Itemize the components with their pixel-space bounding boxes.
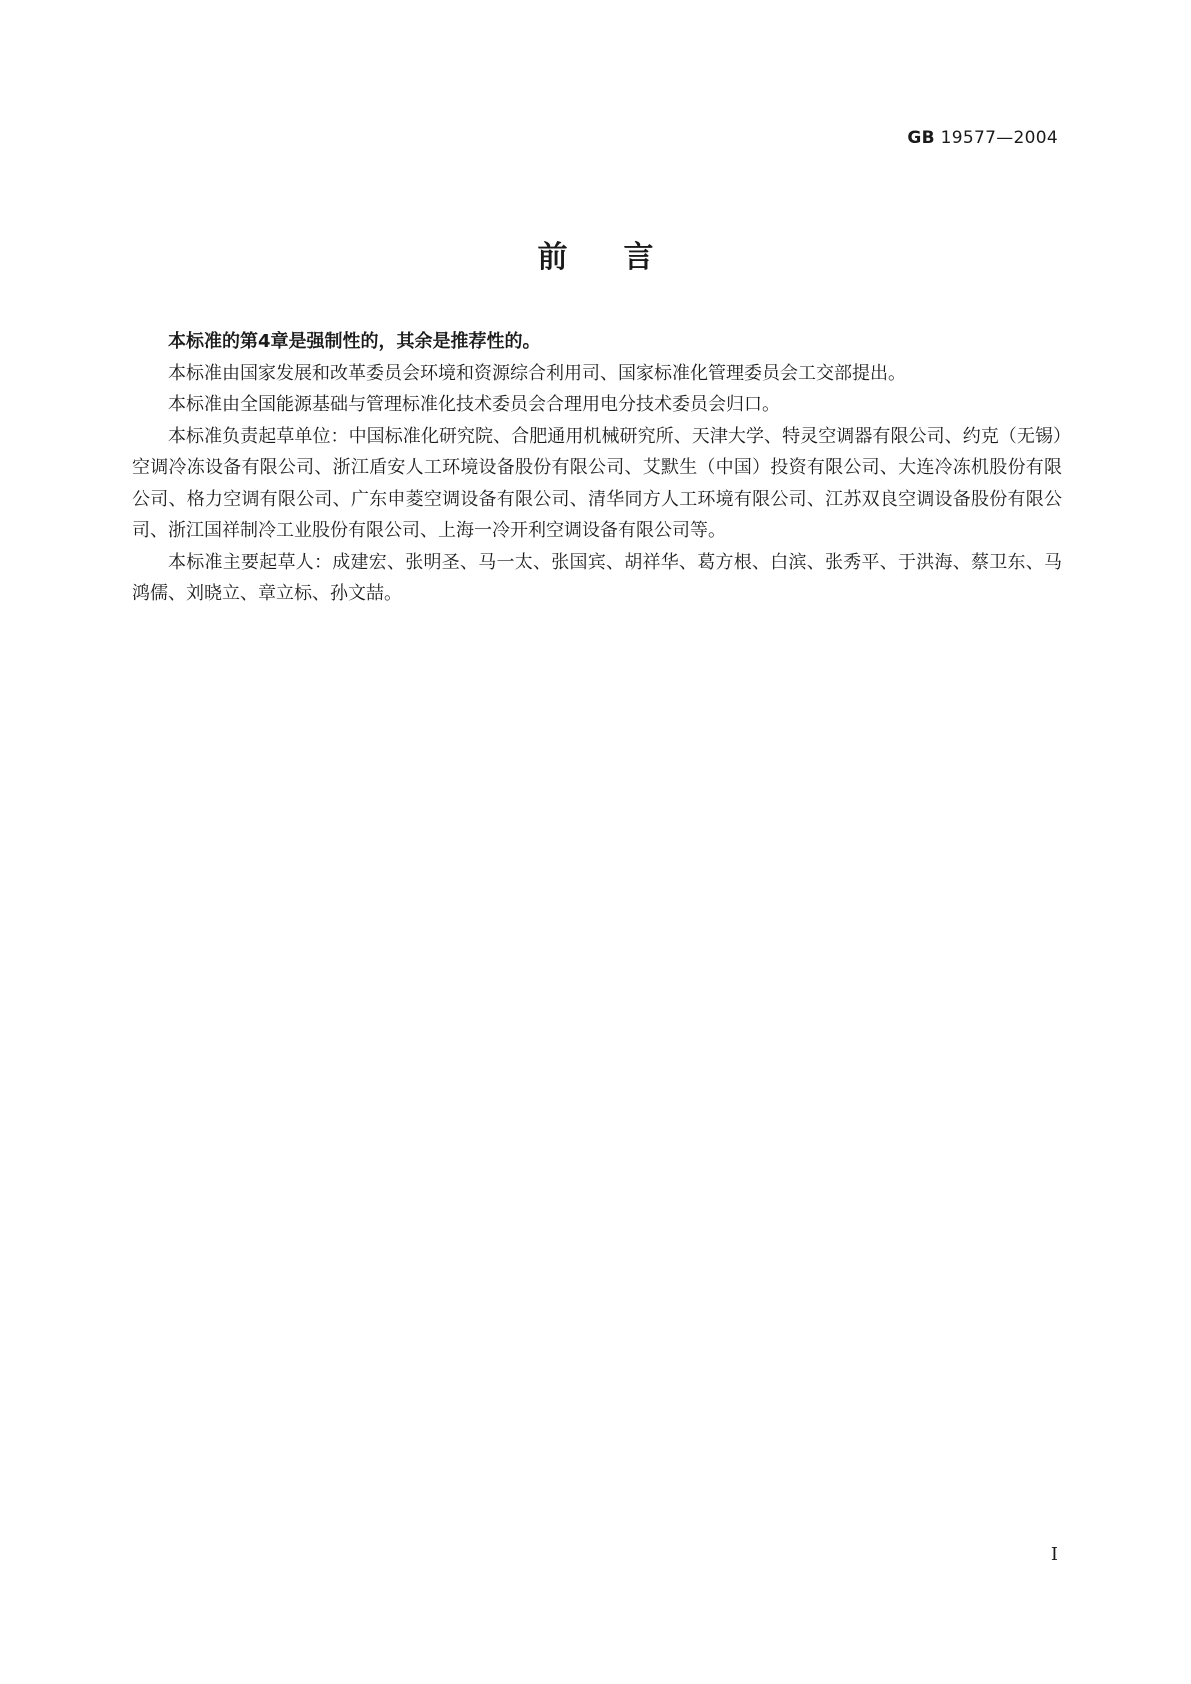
- standard-prefix: GB: [907, 128, 935, 148]
- foreword-body: [132, 326, 1062, 610]
- standard-code: [907, 128, 1058, 148]
- paragraph-drafters: 本标准主要起草人：成建宏、张明圣、马一太、张国宾、胡祥华、葛方根、白滨、张秀平、于洪海、蔡卫东、马鸿儒、刘晓立、章立标、孙文喆。: [132, 551, 1062, 604]
- paragraph-centralized-by: 本标准由全国能源基础与管理标准化技术委员会合理用电分技术委员会归口。: [168, 394, 780, 415]
- page-number: I: [1050, 1544, 1058, 1565]
- standard-number: 19577—2004: [940, 128, 1058, 148]
- page-title: 前言: [537, 240, 710, 275]
- paragraph-proposed-by: 本标准由国家发展和改革委员会环境和资源综合利用司、国家标准化管理委员会工交部提出。: [168, 362, 906, 384]
- paragraph-mandatory-chapter: 本标准的第4章是强制性的，其余是推荐性的。: [168, 331, 541, 352]
- paragraph-drafting-units: 本标准负责起草单位：中国标准化研究院、合肥通用机械研究所、天津大学、特灵空调器有限公司、约克（无锡）空调冷冻设备有限公司、浙江盾安人工环境设备股份有限公司、艾默生（中国）投资有限公司、大连冷冻机股份有限公司、格力空调有限公司、广东申菱空调设备有限公司、清华同方人工环境有限公司、江苏双良空调设备股份有限公司、浙江国祥制冷工业股份有限公司、上海一冷开利空调设备有限公司等。: [132, 425, 1062, 541]
